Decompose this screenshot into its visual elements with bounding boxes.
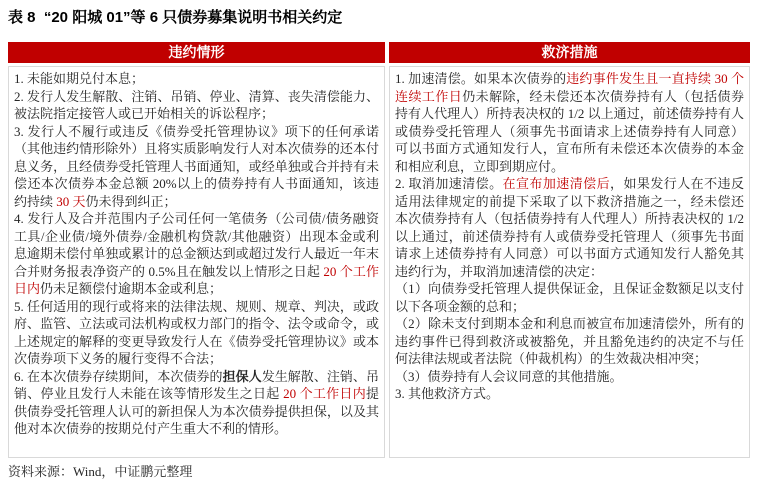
clause [14, 123, 379, 211]
text-segment: 发生解散、注销、吊销、停业且发行人未能在该等情形发生之日起 [14, 368, 379, 401]
text-segment: （3）债券持有人会议同意的其他措施。 [395, 368, 623, 384]
clause [395, 70, 744, 175]
highlighted-text: 20 个工作日内 [283, 386, 366, 401]
remedies-cell [389, 66, 750, 458]
clause [14, 88, 379, 123]
text-segment: 3. 发行人不履行或违反《债券受托管理协议》项下的任何承诺（其他违约情形除外）且将实质影响发行人对本次债券的还本付息义务，且经债券受托管理人书面通知，或经单独或合并持有未偿还本次债券本金总额 20%以上的债券持有人书面通知，该违约持续 [14, 123, 379, 209]
default-situations-cell [8, 66, 385, 458]
highlighted-text: 30 天 [56, 193, 86, 209]
text-segment: 仍未得到纠正； [85, 193, 177, 209]
clause [14, 298, 379, 368]
bond-covenants-table [8, 42, 750, 458]
text-segment: 5. 任何适用的现行或将来的法律法规、规则、规章、判决，或政府、监管、立法或司法机构或权力部门的指令、法令或命令，或上述规定的解释的变更导致发行人在《债券受托管理协议》或本次债券项下义务的履行变得不合法； [14, 298, 379, 366]
clause [14, 368, 379, 438]
highlighted-text: 在宣布加速清偿后 [502, 176, 611, 191]
clause [14, 210, 379, 298]
text-segment: ，如果发行人在不违反适用法律规定的前提下采取了以下救济措施之一，经未偿还本次债券持有人（包括债券持有人代理人）所持表决权的 1/2 以上通过，前述债券持有人或债券受托管理人（须事先书面请求上述债券持有人同意）可以书面方式通知发行人豁免其违约行为，并取消加速清偿的决定： [395, 176, 744, 279]
text-segment: 3. 其他救济方式。 [395, 386, 500, 401]
text-segment: （2）除未支付到期本金和利息而被宣布加速清偿外，所有的违约事件已得到救济或被豁免，并且豁免违约的决定不与任何法律法规或者法院（仲裁机构）的生效裁决相冲突； [395, 316, 744, 366]
text-segment: 2. 取消加速清偿。 [395, 176, 503, 191]
text-segment: 4. 发行人及合并范围内子公司任何一笔债务（公司债/债务融资工具/企业债/境外债券/金融机构贷款/其他融资）出现本金或利息逾期未偿付单独或累计的总金额达到或超过发行人最近一年末合并财务报表净资产的 0.5%且在触发以上情形之日起 [14, 211, 379, 279]
highlighted-text: 20 个工作日内 [14, 263, 379, 296]
clause [395, 385, 744, 403]
text-segment: 仍未解除，经未偿还本次债券持有人（包括债券持有人代理人）所持表决权的 1/2 以上通过，前述债券持有人或债券受托管理人（须事先书面请求上述债券持有人同意）可以书面方式通知发行人，宣布所有未偿还本次债券的本金和相应利息，立即到期应付。 [395, 88, 744, 174]
data-source-note: 资料来源：Wind，中证鹏元整理 [8, 464, 193, 479]
emphasis-text: 担保人 [222, 368, 262, 384]
clause [395, 280, 744, 315]
text-segment: 6. 在本次债券存续期间，本次债券的 [14, 368, 223, 384]
column-header-default-situations: 违约情形 [8, 42, 385, 63]
text-segment: 1. 未能如期兑付本息； [14, 71, 145, 86]
text-segment: 提供债券受托管理人认可的新担保人为本次债券提供担保，以及其他对本次债券的按期兑付产生重大不利的情形。 [14, 386, 379, 436]
text-segment: 2. 发行人发生解散、注销、吊销、停业、清算、丧失清偿能力、被法院指定接管人或已开始相关的诉讼程序； [14, 88, 379, 121]
text-segment: 仍未足额偿付逾期本金或利息； [40, 281, 223, 296]
column-header-remedies: 救济措施 [389, 42, 750, 63]
highlighted-text: 违约事件发生且一直持续 30 个连续工作日 [395, 71, 744, 104]
clause [14, 70, 379, 88]
clause [395, 368, 744, 386]
clause [395, 315, 744, 368]
clause [395, 175, 744, 280]
text-segment: （1）向债券受托管理人提供保证金，且保证金数额足以支付以下各项金额的总和； [395, 281, 744, 314]
text-segment: 1. 加速清偿。如果本次债券的 [395, 71, 567, 86]
table-title: 表 8 “20 阳城 01”等 6 只债券募集说明书相关约定 [8, 9, 343, 26]
